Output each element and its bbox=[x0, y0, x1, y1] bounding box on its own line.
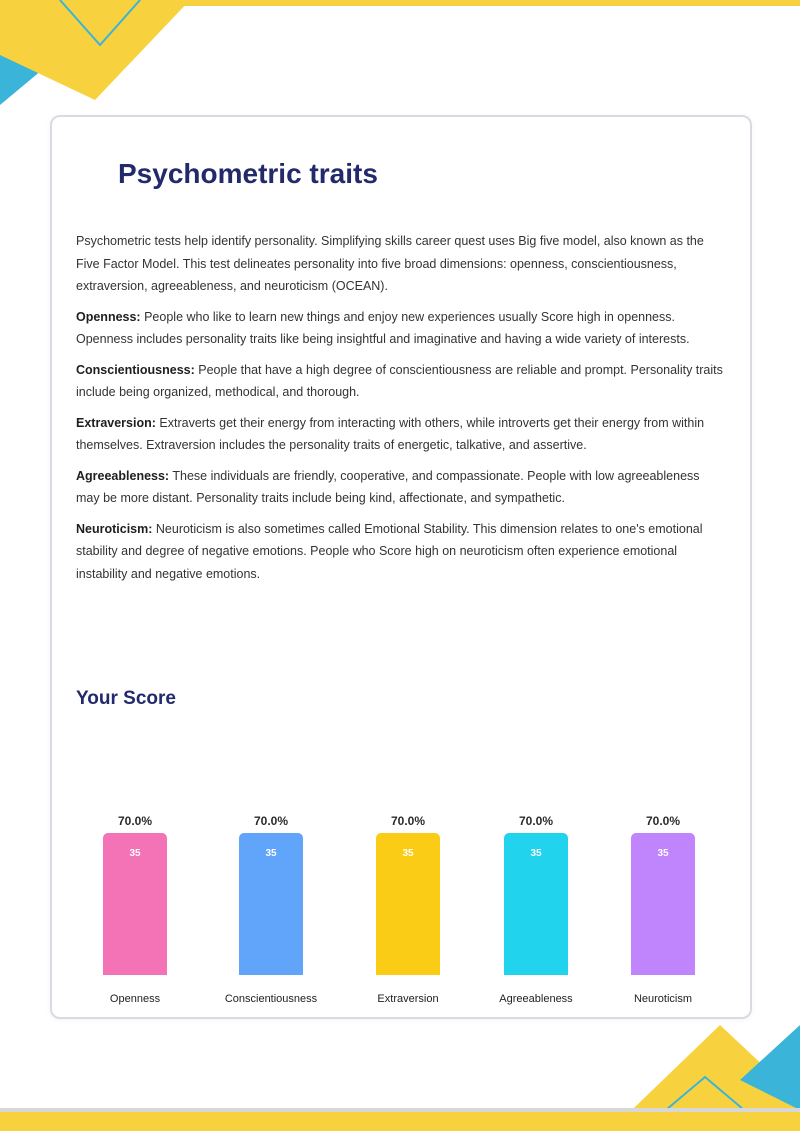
bottom-shadow-line bbox=[0, 1108, 800, 1112]
top-left-yellow-shape bbox=[0, 0, 190, 100]
bar-percent-label: 70.0% bbox=[390, 814, 426, 828]
category-label: Conscientiousness bbox=[224, 993, 318, 1005]
bar-value-label: 35 bbox=[129, 848, 141, 859]
bar-value-label: 35 bbox=[657, 848, 669, 859]
trait-description: Extraverts get their energy from interacting with others, while introverts get their energy from within themselves. Extraversion includes the personality traits of energetic, talkative, and assertive. bbox=[76, 415, 705, 452]
page-title: Psychometric traits bbox=[118, 158, 378, 189]
trait-name: Extraversion: bbox=[76, 415, 156, 430]
bar-base bbox=[103, 843, 167, 975]
bar-percent-label: 70.0% bbox=[645, 814, 681, 828]
your-score-heading: Your Score bbox=[76, 688, 176, 709]
trait-paragraph-neuroticism bbox=[76, 518, 726, 586]
intro-paragraph: Psychometric tests help identify personality. Simplifying skills career quest uses Big five model, also known as the Five Factor Model. This test delineates personality into five broad dimensions: openness, conscientiousness, extraversion, agreeableness, and neuroticism (OCEAN). bbox=[76, 234, 704, 293]
trait-name: Neuroticism: bbox=[76, 521, 153, 536]
bar-percent-label: 70.0% bbox=[253, 814, 289, 828]
bar-base bbox=[376, 843, 440, 975]
bar-percent-label: 70.0% bbox=[117, 814, 153, 828]
trait-name: Openness: bbox=[76, 309, 141, 324]
trait-name: Agreeableness: bbox=[76, 468, 170, 483]
trait-paragraph-agreeableness bbox=[76, 465, 726, 510]
trait-paragraph-extraversion bbox=[76, 412, 726, 457]
trait-paragraph-openness bbox=[76, 306, 726, 351]
category-label: Neuroticism bbox=[633, 993, 693, 1005]
bottom-accent-bar bbox=[0, 1112, 800, 1131]
trait-description: People who like to learn new things and enjoy new experiences usually Score high in openness. Openness includes personality traits like being insightful and imaginative and having a wide variety of interests. bbox=[76, 309, 690, 346]
category-label: Openness bbox=[109, 993, 161, 1005]
score-bar-chart bbox=[60, 805, 740, 1010]
description-section bbox=[76, 230, 726, 593]
bar-base bbox=[239, 843, 303, 975]
trait-name: Conscientiousness: bbox=[76, 362, 195, 377]
category-label: Extraversion bbox=[377, 993, 439, 1005]
bar-value-label: 35 bbox=[402, 848, 414, 859]
bar-percent-label: 70.0% bbox=[518, 814, 554, 828]
bar-value-label: 35 bbox=[530, 848, 542, 859]
bar-base bbox=[504, 843, 568, 975]
trait-description: Neuroticism is also sometimes called Emotional Stability. This dimension relates to one's emotional stability and degree of negative emotions. People who Score high on neuroticism often experience emotional instability and negative emotions. bbox=[76, 521, 703, 581]
trait-description: People that have a high degree of conscientiousness are reliable and prompt. Personality traits include being organized, methodical, and thorough. bbox=[76, 362, 723, 399]
bar-value-label: 35 bbox=[265, 848, 277, 859]
bar-base bbox=[631, 843, 695, 975]
trait-description: These individuals are friendly, cooperative, and compassionate. People with low agreeableness may be more distant. Personality traits include being kind, affectionate, and sympathetic. bbox=[76, 468, 700, 505]
category-label: Agreeableness bbox=[499, 993, 573, 1005]
trait-paragraph-conscientiousness bbox=[76, 359, 726, 404]
